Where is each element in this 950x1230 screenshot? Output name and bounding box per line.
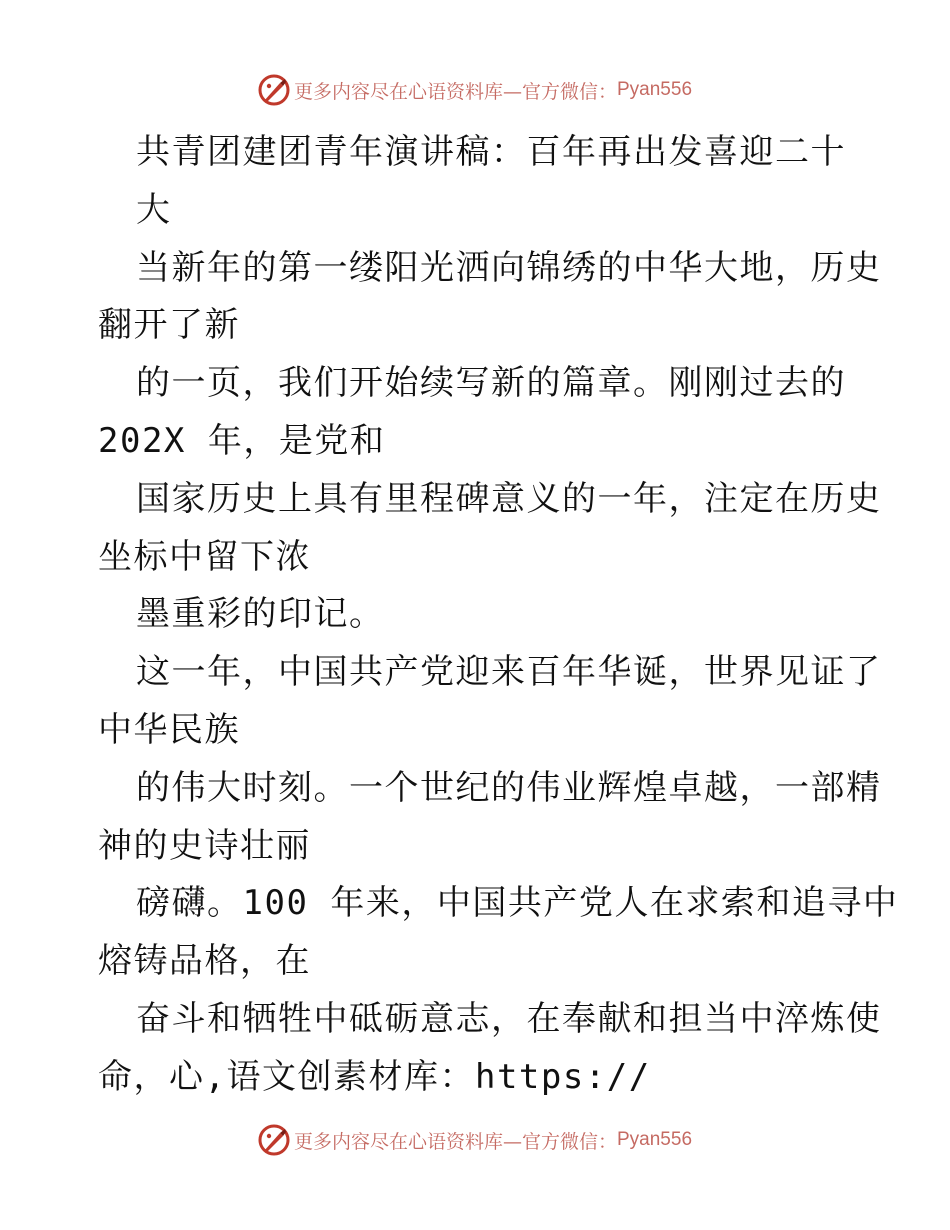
paragraph-line: 命，心,语文创素材库：https:// [98,1056,651,1097]
paragraph-line: 的一页，我们开始续写新的篇章。刚刚过去的 [136,363,846,404]
document-body [98,124,899,1107]
paragraph-line: 这一年，中国共产党迎来百年华诞，世界见证了 [136,652,882,693]
paragraph-line: 奋斗和牺牲中砥砺意志，在奉献和担当中淬炼使 [136,998,882,1039]
banner-wechat-id: Pyan556 [617,79,693,100]
banner-text: 更多内容尽在心语资料库—官方微信： [293,80,617,103]
quill-pen-logo-icon [258,1124,290,1156]
paragraph-line: 神的史诗壮丽 [98,825,311,866]
paragraph-line: 磅礴。100 年来，中国共产党人在求索和追寻中 [136,883,899,924]
paragraph-line: 国家历史上具有里程碑意义的一年，注定在历史 [136,478,882,519]
quill-pen-logo-icon [258,74,290,106]
paragraph-line: 的伟大时刻。一个世纪的伟业辉煌卓越，一部精 [136,767,882,808]
footer-banner [0,1120,950,1160]
paragraph-line: 坐标中留下浓 [98,536,311,577]
paragraph-line: 墨重彩的印记。 [136,594,385,635]
paragraph-line: 翻开了新 [98,305,240,346]
paragraph-line: 熔铸品格，在 [98,941,311,982]
banner-text: 更多内容尽在心语资料库—官方微信： [293,1130,617,1153]
document-title-line-2: 大 [136,189,172,230]
paragraph-line: 当新年的第一缕阳光洒向锦绣的中华大地，历史 [136,247,882,288]
paragraph-line: 中华民族 [98,709,240,750]
document-title-line-1: 共青团建团青年演讲稿：百年再出发喜迎二十 [136,132,846,172]
header-banner [0,70,950,110]
paragraph-line: 202X 年，是党和 [98,420,386,461]
banner-wechat-id: Pyan556 [617,1129,693,1150]
